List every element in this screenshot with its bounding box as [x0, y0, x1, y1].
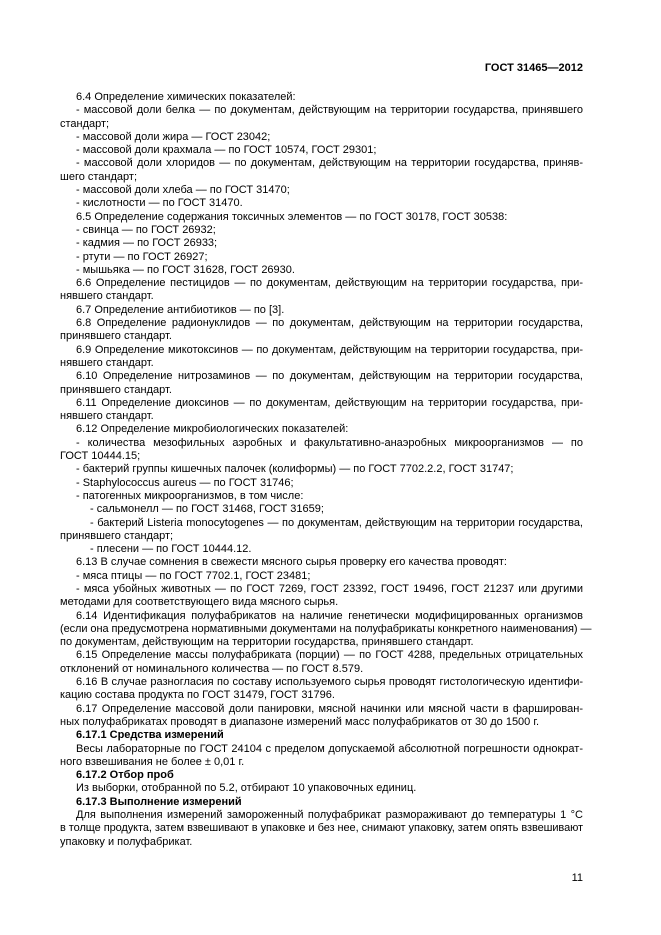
- subsection-heading-6-17-1: [60, 729, 583, 742]
- text-line: нявшего стандарт.: [60, 356, 154, 369]
- subsection-heading-6-17-2: [60, 769, 583, 782]
- text-line: принявшего стандарт;: [60, 529, 174, 542]
- clause-6-7: [60, 304, 583, 317]
- text-line: Для выполнения измерений замороженный полуфабрикат размораживают до температуры 1 °С: [76, 809, 583, 822]
- text-line: - кадмия — по ГОСТ 26933;: [76, 237, 218, 250]
- list-item-pathogens: [60, 490, 583, 503]
- text-line: нявшего стандарт.: [60, 290, 154, 303]
- clause-6-8: [60, 317, 583, 344]
- paragraph-6-17-3: [60, 809, 583, 849]
- text-line: стандарт;: [60, 117, 110, 130]
- text-line: 6.4 Определение химических показателей:: [76, 91, 296, 103]
- list-item-cadmium: [60, 237, 583, 250]
- text-line: отклонений от номинального количества — по ГОСТ 8.579.: [60, 662, 364, 675]
- text-line: 6.13 В случае сомнения в свежести мясного сырья проверку его качества проводят:: [76, 556, 507, 569]
- subsection-heading-6-17-3: [60, 796, 583, 809]
- text-line: - бактерий Listeria monocytogenes — по документам, действующим на территории государства,: [90, 516, 583, 529]
- clause-6-4: [60, 91, 583, 104]
- text-line: 6.17.2 Отбор проб: [76, 769, 174, 782]
- text-line: - ртути — по ГОСТ 26927;: [76, 250, 208, 263]
- text-line: - мяса убойных животных — по ГОСТ 7269, ГОСТ 23392, ГОСТ 19496, ГОСТ 21237 или другими: [76, 582, 583, 595]
- text-line: нявшего стандарт.: [60, 410, 154, 423]
- text-line: 6.5 Определение содержания токсичных элементов — по ГОСТ 30178, ГОСТ 30538:: [76, 210, 508, 223]
- text-line: 6.14 Идентификация полуфабрикатов на наличие генетически модифицированных организмов: [76, 609, 583, 622]
- text-line: 6.17.1 Средства измерений: [76, 729, 224, 742]
- text-line: - массовой доли жира — ГОСТ 23042;: [76, 130, 271, 143]
- clause-6-10: [60, 370, 583, 397]
- text-line: принявшего стандарт.: [60, 330, 172, 343]
- page-number: 11: [571, 872, 583, 884]
- standard-code-header: ГОСТ 31465—2012: [484, 62, 583, 74]
- list-item-bread: [60, 184, 583, 197]
- list-item-arsenic: [60, 264, 583, 277]
- text-line: ГОСТ 10444.15;: [60, 450, 141, 463]
- text-line: принявшего стандарт.: [60, 383, 172, 396]
- text-line: 6.17.3 Выполнение измерений: [76, 795, 242, 808]
- text-line: - плесени — по ГОСТ 10444.12.: [90, 543, 252, 556]
- text-line: 6.7 Определение антибиотиков — по [3].: [76, 303, 285, 316]
- list-item-lead: [60, 224, 583, 237]
- text-line: - массовой доли хлеба — по ГОСТ 31470;: [76, 184, 290, 197]
- list-item-staphylococcus: [60, 477, 583, 490]
- text-line: 6.11 Определение диоксинов — по документам, действующим на территории государства, при-: [76, 396, 583, 409]
- clause-6-14: [60, 609, 592, 650]
- list-item-mercury: [60, 251, 583, 264]
- text-line: - массовой доли крахмала — по ГОСТ 10574, ГОСТ 29301;: [76, 144, 377, 157]
- paragraph-6-17-1: [60, 743, 583, 770]
- text-line: шего стандарт;: [60, 170, 137, 183]
- sublist-item-listeria: [60, 517, 583, 544]
- text-line: 6.8 Определение радионуклидов — по документам, действующим на территории государства,: [76, 317, 583, 330]
- text-line: ного взвешивания не более ± 0,01 г.: [60, 755, 245, 768]
- text-line: - патогенных микроорганизмов, в том числе:: [76, 489, 304, 502]
- list-item-starch: [60, 144, 583, 157]
- text-line: по документам, действующим на территории государства, принявшего стандарт.: [60, 636, 474, 649]
- text-line: 6.6 Определение пестицидов — по документам, действующим на территории государства, при-: [76, 277, 583, 290]
- clause-6-11: [60, 397, 583, 424]
- sublist-item-mould: [60, 543, 583, 556]
- list-item-poultry: [60, 570, 583, 583]
- list-item-chlorides: [60, 157, 583, 184]
- text-line: - свинца — по ГОСТ 26932;: [76, 223, 216, 236]
- text-line: Из выборки, отобранной по 5.2, отбирают 10 упаковочных единиц.: [76, 782, 417, 795]
- text-line: кацию состава продукта по ГОСТ 31479, ГОСТ 31796.: [60, 689, 335, 702]
- text-line: 6.12 Определение микробиологических показателей:: [76, 423, 349, 436]
- list-item-mesophilic: [60, 437, 583, 464]
- text-line: Весы лабораторные по ГОСТ 24104 с пределом допускаемой абсолютной погрешности однократ-: [76, 742, 583, 755]
- list-item-protein: [60, 104, 583, 131]
- clause-6-5: [60, 211, 583, 224]
- sublist-item-salmonella: [60, 503, 583, 516]
- text-line: - сальмонелл — по ГОСТ 31468, ГОСТ 31659;: [90, 503, 324, 516]
- text-line: 6.16 В случае разногласия по составу используемого сырья проводят гистологическую идентифи-: [76, 676, 583, 689]
- text-line: - кислотности — по ГОСТ 31470.: [76, 197, 243, 210]
- document-body: [60, 91, 592, 849]
- text-line: - массовой доли хлоридов — по документам, действующим на территории государства, приняв-: [76, 157, 583, 170]
- clause-6-13: [60, 556, 583, 569]
- text-line: - Staphylococcus aureus — по ГОСТ 31746;: [76, 476, 294, 489]
- text-line: - массовой доли белка — по документам, действующим на территории государства, принявшего: [76, 104, 583, 117]
- text-line: 6.15 Определение массы полуфабриката (порции) — по ГОСТ 4288, предельных отрицательных: [76, 649, 583, 662]
- paragraph-6-17-2: [60, 782, 583, 795]
- list-item-coliforms: [60, 463, 583, 476]
- list-item-fat: [60, 131, 583, 144]
- text-line: 6.10 Определение нитрозаминов — по документам, действующим на территории государства,: [76, 370, 583, 383]
- text-line: 6.17 Определение массовой доли панировки, мясной начинки или мясной части в фарширован-: [76, 702, 583, 715]
- text-line: (если она предусмотрена нормативными документами на полуфабрикаты конкретного наименования) —: [60, 622, 592, 635]
- text-line: - мышьяка — по ГОСТ 31628, ГОСТ 26930.: [76, 263, 295, 276]
- clause-6-15: [60, 649, 583, 676]
- clause-6-17: [60, 703, 583, 730]
- text-line: в толще продукта, затем взвешивают в упаковке и без нее, снимают упаковку, затем опять взвешивают: [60, 822, 583, 835]
- text-line: - мяса птицы — по ГОСТ 7702.1, ГОСТ 23481;: [76, 569, 311, 582]
- list-item-slaughter-animals: [60, 583, 583, 610]
- text-line: - количества мезофильных аэробных и факультативно-анаэробных микроорганизмов — по: [76, 436, 583, 449]
- text-line: - бактерий группы кишечных палочек (колиформы) — по ГОСТ 7702.2.2, ГОСТ 31747;: [76, 463, 514, 476]
- clause-6-6: [60, 277, 583, 304]
- list-item-acidity: [60, 197, 583, 210]
- text-line: 6.9 Определение микотоксинов — по документам, действующим на территории государства, при-: [76, 343, 583, 356]
- text-line: ных полуфабрикатах проводят в диапазоне измерений масс полуфабрикатов от 30 до 1500 г.: [60, 715, 540, 728]
- clause-6-12: [60, 423, 583, 436]
- clause-6-9: [60, 344, 583, 371]
- text-line: методами для соответствующего вида мясного сырья.: [60, 596, 339, 609]
- clause-6-16: [60, 676, 583, 703]
- text-line: упаковку и полуфабрикат.: [60, 835, 193, 848]
